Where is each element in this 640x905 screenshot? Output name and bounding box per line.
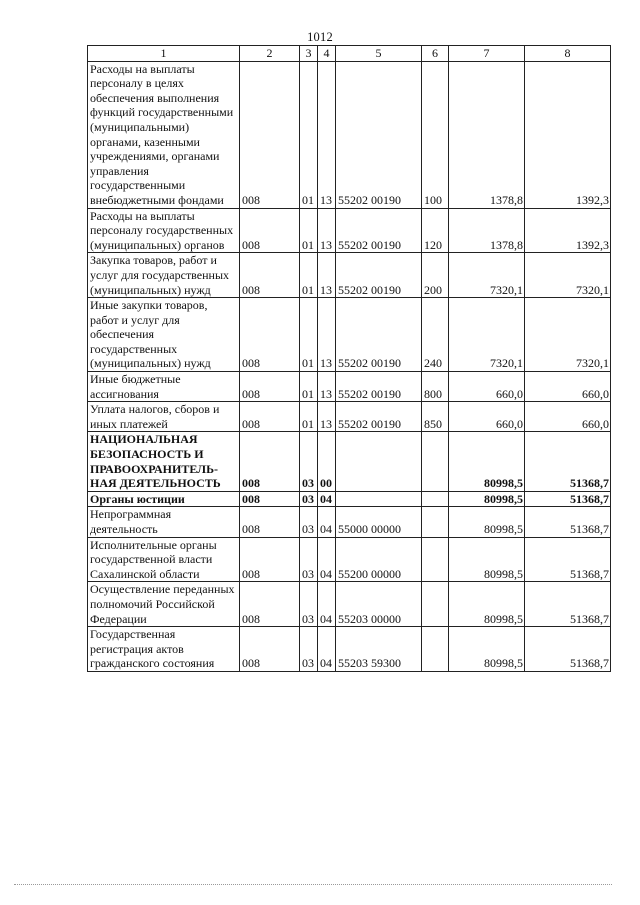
amount-year2-cell: 51368,7 xyxy=(525,627,611,672)
ministry-code-cell: 008 xyxy=(240,537,300,582)
expense-type-cell xyxy=(422,432,449,491)
target-article-cell: 55202 00190 xyxy=(336,61,422,208)
amount-year2-cell: 51368,7 xyxy=(525,507,611,537)
ministry-code-cell: 008 xyxy=(240,491,300,507)
target-article-cell: 55200 00000 xyxy=(336,537,422,582)
target-article-cell: 55203 59300 xyxy=(336,627,422,672)
table-row xyxy=(88,61,611,208)
column-header: 2 xyxy=(240,46,300,62)
section-code-cell: 03 xyxy=(300,491,318,507)
amount-year2-cell: 51368,7 xyxy=(525,537,611,582)
table-row xyxy=(88,507,611,537)
column-number-row xyxy=(88,46,611,62)
section-code-cell: 03 xyxy=(300,627,318,672)
ministry-code-cell: 008 xyxy=(240,372,300,402)
subsection-code-cell: 13 xyxy=(318,253,336,298)
table-row xyxy=(88,402,611,432)
subsection-code-cell: 13 xyxy=(318,372,336,402)
ministry-code-cell: 008 xyxy=(240,507,300,537)
expense-type-cell: 240 xyxy=(422,298,449,372)
expense-type-cell xyxy=(422,491,449,507)
expense-type-cell xyxy=(422,507,449,537)
column-header: 3 xyxy=(300,46,318,62)
expense-type-cell xyxy=(422,537,449,582)
amount-year1-cell: 80998,5 xyxy=(449,582,525,627)
section-code-cell: 01 xyxy=(300,372,318,402)
subsection-code-cell: 04 xyxy=(318,627,336,672)
subsection-code-cell: 13 xyxy=(318,61,336,208)
section-code-cell: 01 xyxy=(300,298,318,372)
column-header: 8 xyxy=(525,46,611,62)
expense-type-cell: 850 xyxy=(422,402,449,432)
row-name-cell: Уплата налогов, сборов и иных платежей xyxy=(88,402,240,432)
expense-type-cell: 200 xyxy=(422,253,449,298)
expense-type-cell xyxy=(422,627,449,672)
row-name-cell: Иные бюджетные ассигнования xyxy=(88,372,240,402)
ministry-code-cell: 008 xyxy=(240,61,300,208)
target-article-cell: 55203 00000 xyxy=(336,582,422,627)
amount-year2-cell: 1392,3 xyxy=(525,61,611,208)
subsection-code-cell: 04 xyxy=(318,582,336,627)
ministry-code-cell: 008 xyxy=(240,582,300,627)
row-name-cell: Расходы на выплаты персоналу в целях обеспечения выполнения функций государственными (муниципальными) органами, казенными учреждениями, органами управления государственными внебюджетными фондами xyxy=(88,61,240,208)
amount-year2-cell: 7320,1 xyxy=(525,298,611,372)
row-name-cell: Исполнительные органы государственной власти Сахалинской области xyxy=(88,537,240,582)
subsection-code-cell: 13 xyxy=(318,402,336,432)
amount-year1-cell: 1378,8 xyxy=(449,208,525,253)
section-code-cell: 01 xyxy=(300,402,318,432)
table-row xyxy=(88,432,611,491)
subsection-code-cell: 04 xyxy=(318,491,336,507)
target-article-cell: 55202 00190 xyxy=(336,402,422,432)
subsection-code-cell: 04 xyxy=(318,537,336,582)
ministry-code-cell: 008 xyxy=(240,253,300,298)
amount-year1-cell: 7320,1 xyxy=(449,298,525,372)
ministry-code-cell: 008 xyxy=(240,208,300,253)
row-name-cell: Осуществление переданных полномочий Российской Федерации xyxy=(88,582,240,627)
section-code-cell: 01 xyxy=(300,253,318,298)
expense-type-cell: 800 xyxy=(422,372,449,402)
target-article-cell xyxy=(336,491,422,507)
amount-year1-cell: 80998,5 xyxy=(449,432,525,491)
amount-year1-cell: 7320,1 xyxy=(449,253,525,298)
column-header: 7 xyxy=(449,46,525,62)
amount-year2-cell: 7320,1 xyxy=(525,253,611,298)
table-row xyxy=(88,627,611,672)
scan-artifact-line xyxy=(14,884,612,886)
subsection-code-cell: 04 xyxy=(318,507,336,537)
target-article-cell xyxy=(336,432,422,491)
amount-year2-cell: 660,0 xyxy=(525,402,611,432)
amount-year1-cell: 80998,5 xyxy=(449,627,525,672)
row-name-cell: Непрограммная деятельность xyxy=(88,507,240,537)
section-code-cell: 01 xyxy=(300,208,318,253)
expense-type-cell: 120 xyxy=(422,208,449,253)
column-header: 1 xyxy=(88,46,240,62)
ministry-code-cell: 008 xyxy=(240,432,300,491)
row-name-cell: Закупка товаров, работ и услуг для государственных (муниципальных) нужд xyxy=(88,253,240,298)
amount-year2-cell: 660,0 xyxy=(525,372,611,402)
section-code-cell: 03 xyxy=(300,507,318,537)
row-name-cell: НАЦИОНАЛЬНАЯ БЕЗОПАСНОСТЬ И ПРАВООХРАНИТЕЛЬ-НАЯ ДЕЯТЕЛЬНОСТЬ xyxy=(88,432,240,491)
table-row xyxy=(88,372,611,402)
section-code-cell: 03 xyxy=(300,432,318,491)
amount-year1-cell: 1378,8 xyxy=(449,61,525,208)
column-header: 5 xyxy=(336,46,422,62)
target-article-cell: 55202 00190 xyxy=(336,253,422,298)
subsection-code-cell: 13 xyxy=(318,298,336,372)
section-code-cell: 03 xyxy=(300,537,318,582)
amount-year2-cell: 51368,7 xyxy=(525,432,611,491)
subsection-code-cell: 13 xyxy=(318,208,336,253)
expense-type-cell: 100 xyxy=(422,61,449,208)
amount-year2-cell: 1392,3 xyxy=(525,208,611,253)
amount-year2-cell: 51368,7 xyxy=(525,582,611,627)
amount-year2-cell: 51368,7 xyxy=(525,491,611,507)
subsection-code-cell: 00 xyxy=(318,432,336,491)
table-row xyxy=(88,537,611,582)
section-code-cell: 03 xyxy=(300,582,318,627)
budget-table xyxy=(87,45,611,672)
row-name-cell: Органы юстиции xyxy=(88,491,240,507)
column-header: 6 xyxy=(422,46,449,62)
amount-year1-cell: 660,0 xyxy=(449,372,525,402)
row-name-cell: Иные закупки товаров, работ и услуг для обеспечения государственных (муниципальных) нужд xyxy=(88,298,240,372)
column-header: 4 xyxy=(318,46,336,62)
amount-year1-cell: 80998,5 xyxy=(449,537,525,582)
table-row xyxy=(88,491,611,507)
expense-type-cell xyxy=(422,582,449,627)
target-article-cell: 55202 00190 xyxy=(336,208,422,253)
target-article-cell: 55000 00000 xyxy=(336,507,422,537)
amount-year1-cell: 80998,5 xyxy=(449,491,525,507)
ministry-code-cell: 008 xyxy=(240,627,300,672)
target-article-cell: 55202 00190 xyxy=(336,372,422,402)
table-body xyxy=(88,61,611,671)
row-name-cell: Расходы на выплаты персоналу государственных (муниципальных) органов xyxy=(88,208,240,253)
amount-year1-cell: 80998,5 xyxy=(449,507,525,537)
target-article-cell: 55202 00190 xyxy=(336,298,422,372)
amount-year1-cell: 660,0 xyxy=(449,402,525,432)
table-row xyxy=(88,253,611,298)
table-row xyxy=(88,298,611,372)
table-row xyxy=(88,208,611,253)
ministry-code-cell: 008 xyxy=(240,298,300,372)
ministry-code-cell: 008 xyxy=(240,402,300,432)
section-code-cell: 01 xyxy=(300,61,318,208)
row-name-cell: Государственная регистрация актов гражданского состояния xyxy=(88,627,240,672)
table-row xyxy=(88,582,611,627)
page-number: 1012 xyxy=(307,30,333,44)
